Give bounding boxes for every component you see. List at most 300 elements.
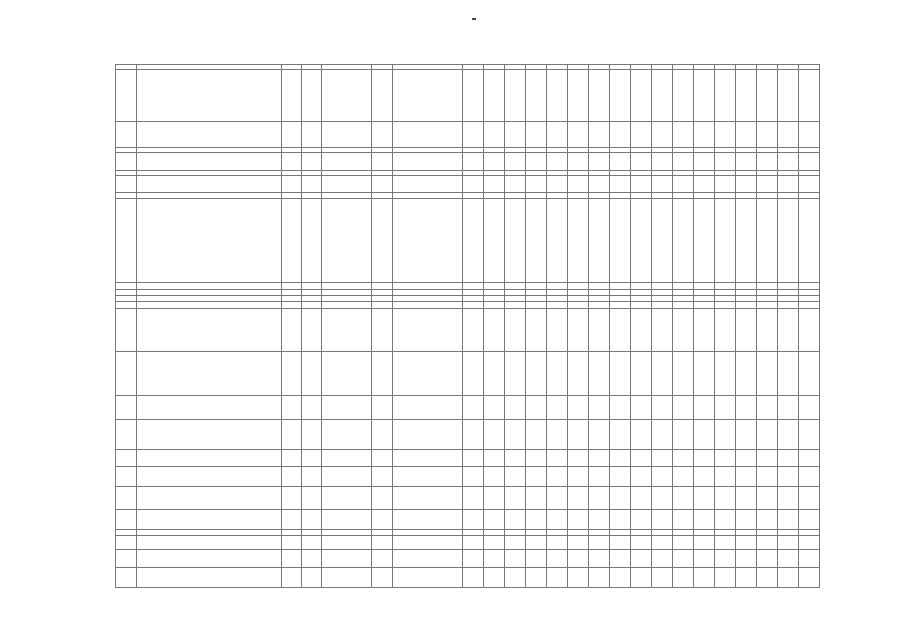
- table-cell: [322, 396, 372, 420]
- table-cell: [116, 420, 137, 450]
- table-cell: [610, 352, 631, 396]
- table-cell: [652, 176, 673, 193]
- table-cell: [372, 536, 393, 550]
- table-row: [116, 420, 820, 450]
- table-cell: [322, 283, 372, 290]
- table-cell: [322, 153, 372, 171]
- table-cell: [526, 420, 547, 450]
- table-cell: [393, 283, 463, 290]
- table-cell: [652, 199, 673, 283]
- table-cell: [322, 122, 372, 148]
- table-cell: [736, 352, 757, 396]
- table-cell: [778, 122, 799, 148]
- table-cell: [282, 302, 302, 309]
- table-cell: [715, 396, 736, 420]
- table-cell: [652, 420, 673, 450]
- table-cell: [694, 467, 715, 487]
- table-cell: [526, 467, 547, 487]
- table-cell: [547, 450, 568, 467]
- table-row: [116, 396, 820, 420]
- table-cell: [372, 550, 393, 568]
- table-cell: [282, 396, 302, 420]
- table-cell: [463, 309, 484, 352]
- table-cell: [610, 396, 631, 420]
- table-cell: [757, 536, 778, 550]
- table-cell: [589, 536, 610, 550]
- table-cell: [799, 122, 820, 148]
- table-cell: [484, 420, 505, 450]
- table-cell: [302, 283, 322, 290]
- table-cell: [799, 510, 820, 530]
- table-cell: [372, 568, 393, 588]
- table-cell: [673, 199, 694, 283]
- table-cell: [484, 550, 505, 568]
- table-cell: [673, 122, 694, 148]
- table-cell: [526, 122, 547, 148]
- table-cell: [757, 510, 778, 530]
- table-cell: [799, 199, 820, 283]
- table-cell: [526, 487, 547, 510]
- table-cell: [484, 510, 505, 530]
- table-cell: [568, 568, 589, 588]
- table-cell: [652, 450, 673, 467]
- table-cell: [526, 536, 547, 550]
- table-row: [116, 309, 820, 352]
- table-cell: [526, 302, 547, 309]
- table-cell: [484, 122, 505, 148]
- table-cell: [568, 70, 589, 122]
- table-cell: [757, 487, 778, 510]
- table-cell: [302, 302, 322, 309]
- table-row: [116, 568, 820, 588]
- table-cell: [484, 199, 505, 283]
- table-cell: [282, 536, 302, 550]
- table-cell: [282, 176, 302, 193]
- table-cell: [137, 510, 282, 530]
- table-cell: [610, 309, 631, 352]
- table-cell: [322, 309, 372, 352]
- table-cell: [652, 467, 673, 487]
- table-cell: [484, 536, 505, 550]
- table-cell: [526, 450, 547, 467]
- table-cell: [631, 309, 652, 352]
- table-cell: [631, 467, 652, 487]
- table-cell: [568, 122, 589, 148]
- table-cell: [673, 396, 694, 420]
- table-cell: [694, 550, 715, 568]
- table-cell: [589, 568, 610, 588]
- table-cell: [673, 153, 694, 171]
- table-cell: [694, 450, 715, 467]
- table-cell: [715, 122, 736, 148]
- table-cell: [526, 283, 547, 290]
- table-row: [116, 153, 820, 171]
- table-cell: [463, 450, 484, 467]
- table-cell: [505, 450, 526, 467]
- table-cell: [694, 283, 715, 290]
- table-cell: [547, 536, 568, 550]
- table-cell: [484, 487, 505, 510]
- table-cell: [137, 153, 282, 171]
- table-cell: [757, 568, 778, 588]
- table-row: [116, 302, 820, 309]
- table-cell: [652, 283, 673, 290]
- table-cell: [778, 70, 799, 122]
- table-cell: [393, 302, 463, 309]
- table-cell: [673, 536, 694, 550]
- table-cell: [799, 302, 820, 309]
- table-cell: [568, 550, 589, 568]
- table-cell: [799, 153, 820, 171]
- table-cell: [463, 487, 484, 510]
- table-cell: [799, 283, 820, 290]
- table-cell: [715, 70, 736, 122]
- table-cell: [547, 487, 568, 510]
- table-cell: [589, 510, 610, 530]
- table-row: [116, 536, 820, 550]
- table-cell: [505, 70, 526, 122]
- table-cell: [372, 70, 393, 122]
- table-row: [116, 283, 820, 290]
- table-cell: [778, 176, 799, 193]
- table-cell: [799, 487, 820, 510]
- table-cell: [568, 467, 589, 487]
- table-cell: [322, 420, 372, 450]
- table-cell: [322, 70, 372, 122]
- table-cell: [484, 283, 505, 290]
- table-cell: [393, 550, 463, 568]
- table-cell: [757, 176, 778, 193]
- table-cell: [799, 467, 820, 487]
- table-cell: [757, 450, 778, 467]
- table-cell: [652, 352, 673, 396]
- table-cell: [505, 568, 526, 588]
- table-cell: [116, 568, 137, 588]
- table-cell: [547, 122, 568, 148]
- table-cell: [694, 568, 715, 588]
- table-cell: [631, 199, 652, 283]
- table-cell: [463, 176, 484, 193]
- table-cell: [484, 352, 505, 396]
- table-cell: [715, 536, 736, 550]
- table-cell: [137, 70, 282, 122]
- table-cell: [137, 309, 282, 352]
- table-cell: [631, 176, 652, 193]
- table-cell: [799, 352, 820, 396]
- table-cell: [282, 550, 302, 568]
- table-cell: [673, 309, 694, 352]
- table-cell: [302, 467, 322, 487]
- table-cell: [484, 153, 505, 171]
- table-cell: [393, 309, 463, 352]
- table-cell: [393, 396, 463, 420]
- table-cell: [673, 352, 694, 396]
- table-cell: [372, 396, 393, 420]
- table-cell: [137, 352, 282, 396]
- table-cell: [116, 450, 137, 467]
- table-cell: [505, 302, 526, 309]
- table-cell: [652, 550, 673, 568]
- table-cell: [589, 153, 610, 171]
- table-cell: [799, 396, 820, 420]
- table-cell: [778, 352, 799, 396]
- table-cell: [610, 122, 631, 148]
- table-cell: [610, 153, 631, 171]
- table-cell: [393, 536, 463, 550]
- table-cell: [463, 199, 484, 283]
- table-row: [116, 467, 820, 487]
- table-cell: [116, 302, 137, 309]
- table-cell: [610, 283, 631, 290]
- table-cell: [116, 487, 137, 510]
- table-cell: [393, 568, 463, 588]
- table-cell: [589, 352, 610, 396]
- table-cell: [715, 176, 736, 193]
- table-cell: [715, 450, 736, 467]
- table-cell: [116, 309, 137, 352]
- table-cell: [282, 352, 302, 396]
- table-cell: [463, 283, 484, 290]
- table-cell: [463, 396, 484, 420]
- table-cell: [372, 176, 393, 193]
- table-cell: [322, 302, 372, 309]
- table-cell: [526, 550, 547, 568]
- table-cell: [610, 302, 631, 309]
- table-cell: [484, 396, 505, 420]
- table-cell: [631, 568, 652, 588]
- table-cell: [757, 153, 778, 171]
- table-cell: [322, 550, 372, 568]
- table-cell: [302, 420, 322, 450]
- table-cell: [715, 199, 736, 283]
- table-cell: [568, 420, 589, 450]
- table-cell: [547, 467, 568, 487]
- table-cell: [610, 467, 631, 487]
- table-cell: [715, 283, 736, 290]
- table-cell: [736, 420, 757, 450]
- table-cell: [757, 352, 778, 396]
- table-cell: [736, 283, 757, 290]
- table-cell: [610, 536, 631, 550]
- table-cell: [694, 309, 715, 352]
- table-cell: [652, 153, 673, 171]
- table-cell: [610, 568, 631, 588]
- table-cell: [463, 352, 484, 396]
- table-cell: [322, 487, 372, 510]
- table-cell: [778, 396, 799, 420]
- table-cell: [302, 510, 322, 530]
- table-cell: [589, 70, 610, 122]
- table-cell: [568, 176, 589, 193]
- table-cell: [372, 122, 393, 148]
- table-cell: [652, 536, 673, 550]
- table-cell: [736, 536, 757, 550]
- table-cell: [694, 199, 715, 283]
- table-cell: [736, 153, 757, 171]
- table-cell: [505, 283, 526, 290]
- table-cell: [547, 153, 568, 171]
- table-cell: [372, 420, 393, 450]
- table-cell: [736, 122, 757, 148]
- table-cell: [505, 153, 526, 171]
- table-cell: [589, 420, 610, 450]
- table-cell: [631, 450, 652, 467]
- table-cell: [694, 536, 715, 550]
- table-cell: [799, 176, 820, 193]
- table-cell: [282, 309, 302, 352]
- table-cell: [505, 199, 526, 283]
- table-cell: [652, 122, 673, 148]
- table-cell: [673, 487, 694, 510]
- table-cell: [652, 396, 673, 420]
- table-cell: [282, 510, 302, 530]
- table-cell: [484, 568, 505, 588]
- table-cell: [799, 70, 820, 122]
- table-cell: [484, 450, 505, 467]
- table-cell: [778, 550, 799, 568]
- table-cell: [116, 283, 137, 290]
- table-cell: [694, 396, 715, 420]
- table-cell: [302, 352, 322, 396]
- table-cell: [673, 510, 694, 530]
- table-cell: [505, 352, 526, 396]
- table-cell: [715, 510, 736, 530]
- table-cell: [547, 283, 568, 290]
- table-cell: [463, 568, 484, 588]
- table-cell: [137, 199, 282, 283]
- table-cell: [505, 176, 526, 193]
- table-cell: [757, 309, 778, 352]
- table-cell: [463, 536, 484, 550]
- table-cell: [484, 302, 505, 309]
- table-row: [116, 450, 820, 467]
- table-cell: [505, 309, 526, 352]
- table-cell: [757, 70, 778, 122]
- table-cell: [547, 199, 568, 283]
- table-cell: [547, 396, 568, 420]
- table-cell: [322, 176, 372, 193]
- table-cell: [715, 487, 736, 510]
- table-cell: [547, 302, 568, 309]
- table-cell: [568, 302, 589, 309]
- table-cell: [547, 352, 568, 396]
- table-row: [116, 70, 820, 122]
- table-cell: [610, 176, 631, 193]
- table-cell: [282, 153, 302, 171]
- table-cell: [372, 199, 393, 283]
- table-cell: [757, 550, 778, 568]
- table-cell: [372, 487, 393, 510]
- table-row: [116, 352, 820, 396]
- table-cell: [505, 122, 526, 148]
- table-cell: [393, 176, 463, 193]
- table-cell: [778, 309, 799, 352]
- table-cell: [322, 467, 372, 487]
- table-cell: [302, 450, 322, 467]
- table-cell: [694, 153, 715, 171]
- table-cell: [282, 420, 302, 450]
- table-cell: [736, 199, 757, 283]
- table-cell: [484, 467, 505, 487]
- table-cell: [393, 467, 463, 487]
- table-cell: [463, 70, 484, 122]
- table-cell: [799, 420, 820, 450]
- table-cell: [393, 199, 463, 283]
- table-cell: [589, 283, 610, 290]
- table-cell: [393, 420, 463, 450]
- table-cell: [778, 510, 799, 530]
- table-cell: [302, 396, 322, 420]
- table-cell: [757, 396, 778, 420]
- table-cell: [137, 176, 282, 193]
- table-cell: [694, 122, 715, 148]
- table-cell: [393, 450, 463, 467]
- table-cell: [631, 536, 652, 550]
- table-cell: [736, 450, 757, 467]
- table-row: [116, 199, 820, 283]
- table-cell: [652, 302, 673, 309]
- table-cell: [322, 352, 372, 396]
- table-cell: [778, 420, 799, 450]
- table-cell: [757, 283, 778, 290]
- table-cell: [393, 122, 463, 148]
- table-cell: [778, 568, 799, 588]
- table-cell: [137, 283, 282, 290]
- table-cell: [322, 536, 372, 550]
- table-cell: [673, 70, 694, 122]
- table-cell: [505, 420, 526, 450]
- table-cell: [673, 450, 694, 467]
- table-cell: [137, 568, 282, 588]
- table-cell: [715, 352, 736, 396]
- table-cell: [673, 283, 694, 290]
- table-cell: [736, 176, 757, 193]
- table-cell: [589, 487, 610, 510]
- table-cell: [547, 309, 568, 352]
- table-cell: [715, 309, 736, 352]
- table-cell: [137, 302, 282, 309]
- table-cell: [526, 176, 547, 193]
- table-cell: [463, 302, 484, 309]
- table-cell: [302, 153, 322, 171]
- table-cell: [652, 510, 673, 530]
- table-cell: [137, 450, 282, 467]
- table-row: [116, 176, 820, 193]
- table-cell: [610, 487, 631, 510]
- table-cell: [799, 550, 820, 568]
- table-cell: [778, 199, 799, 283]
- table-cell: [372, 450, 393, 467]
- table-cell: [116, 176, 137, 193]
- table-cell: [715, 568, 736, 588]
- table-cell: [715, 467, 736, 487]
- table-cell: [631, 420, 652, 450]
- table-cell: [610, 420, 631, 450]
- table-cell: [673, 550, 694, 568]
- table-cell: [778, 487, 799, 510]
- table-cell: [673, 302, 694, 309]
- table-cell: [116, 153, 137, 171]
- table-cell: [393, 510, 463, 530]
- table-cell: [372, 352, 393, 396]
- table-cell: [736, 396, 757, 420]
- table-cell: [799, 536, 820, 550]
- table-cell: [610, 70, 631, 122]
- table-cell: [282, 122, 302, 148]
- table-cell: [282, 568, 302, 588]
- table-cell: [372, 283, 393, 290]
- table-row: [116, 550, 820, 568]
